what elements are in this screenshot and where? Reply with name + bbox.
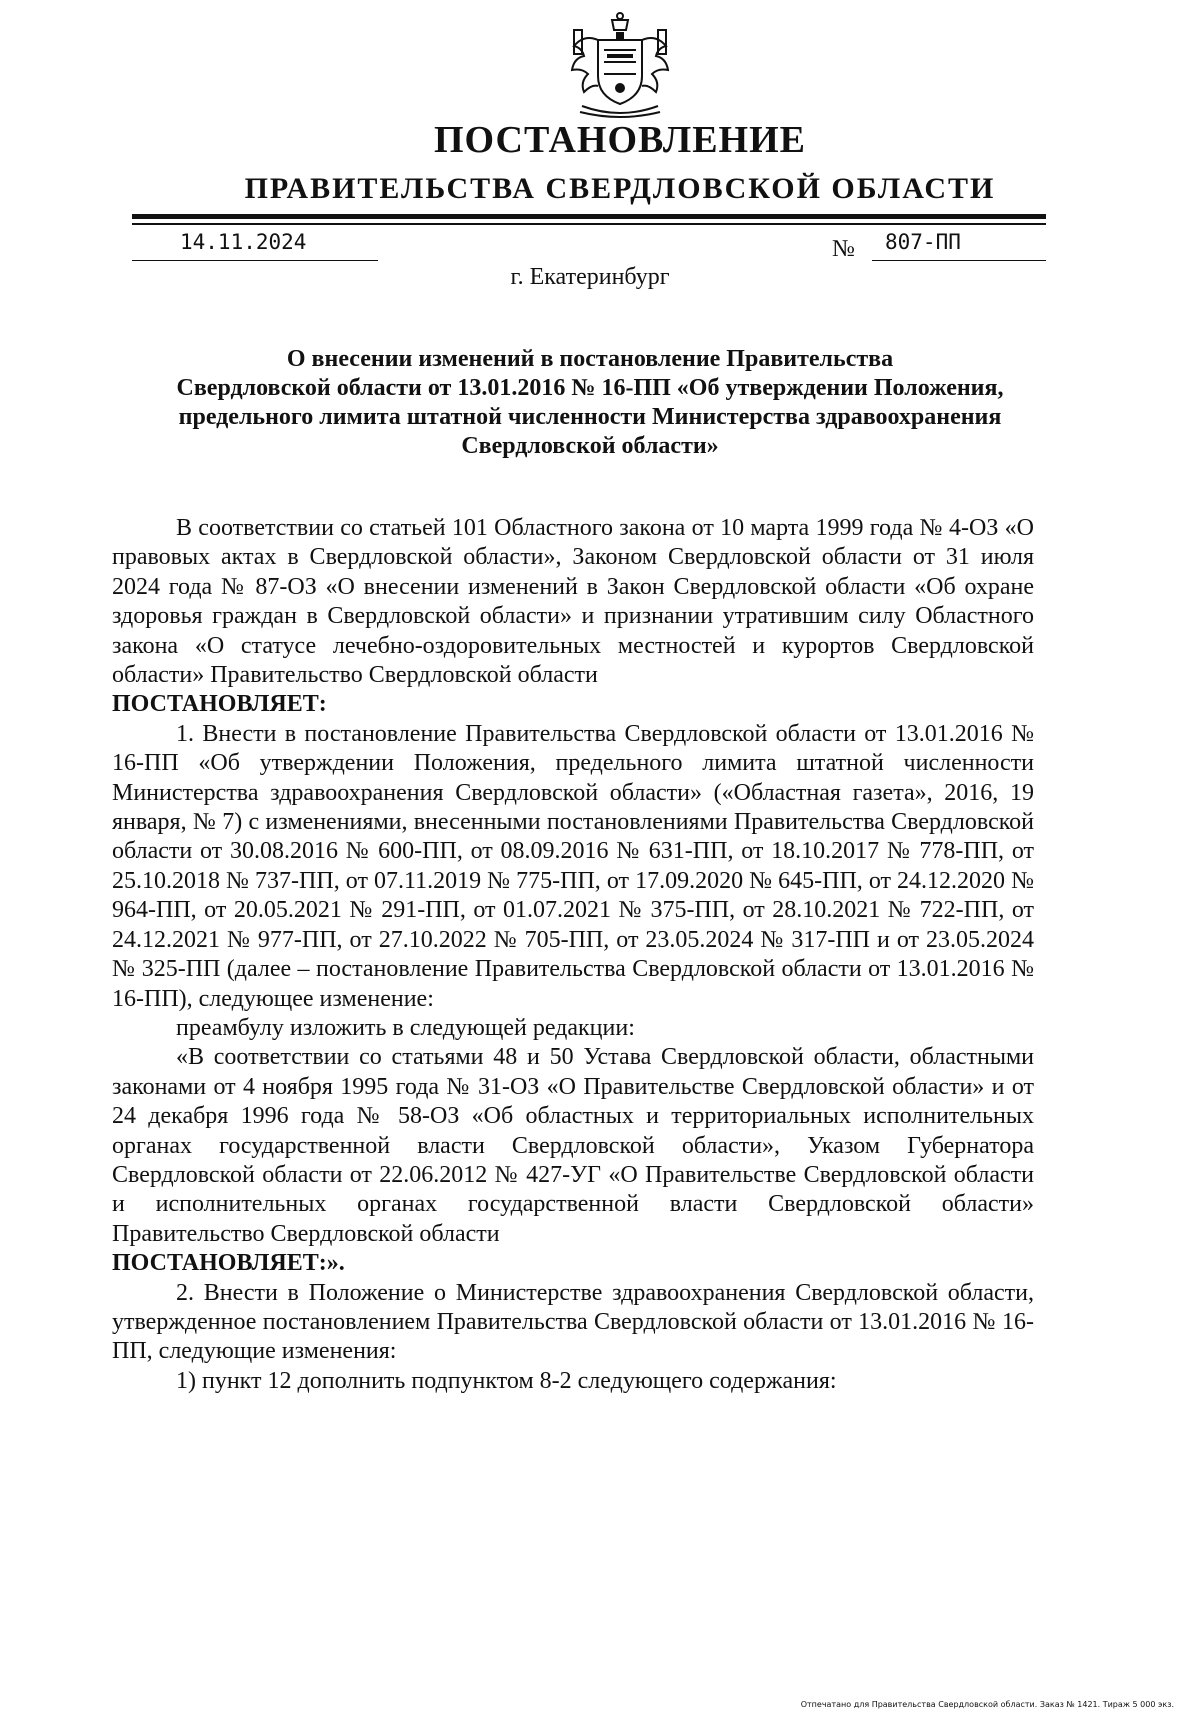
document-type-title: ПОСТАНОВЛЕНИЕ — [433, 119, 807, 161]
heading-line: предельного лимита штатной численности Министерства здравоохранения — [178, 404, 1002, 430]
heading-line: Свердловской области» — [461, 433, 719, 459]
document-number: 807-ПП — [885, 230, 961, 254]
issue-city: г. Екатеринбург — [510, 264, 670, 290]
issuing-authority: ПРАВИТЕЛЬСТВА СВЕРДЛОВСКОЙ ОБЛАСТИ — [244, 172, 996, 205]
clause-2-paragraph: 2. Внести в Положение о Министерстве здравоохранения Свердловской области, утвержденное постановлением Правительства Свердловской области от 13.01.2016 № 16-ПП, следующие изменения: — [112, 1279, 1034, 1365]
document-body — [112, 514, 1034, 1396]
print-footer: Отпечатано для Правительства Свердловской области. Заказ № 1421. Тираж 5 000 экз. — [800, 1700, 1174, 1709]
heading-line: О внесении изменений в постановление Правительства — [286, 346, 894, 372]
date-underline — [132, 260, 378, 261]
clause-1-new-preamble: «В соответствии со статьями 48 и 50 Устава Свердловской области, областными законами от 4 ноября 1995 года № 31-ОЗ «О Правительстве Свердловской области» и от 24 декабря 1996 года № 58-ОЗ «Об областных и территориальных исполнительных органах государственной власти Свердловской области», Указом Губернатора Свердловской области от 22.06.2012 № 427-УГ «О Правительстве Свердловской области и исполнительных органах государственной власти Свердловской области» Правительство Свердловской области — [112, 1044, 1034, 1247]
number-sign: № — [832, 236, 855, 262]
resolves-keyword: ПОСТАНОВЛЯЕТ: — [112, 691, 327, 718]
heading-line: Свердловской области от 13.01.2016 № 16-ПП «Об утверждении Положения, — [176, 375, 1004, 401]
header-divider-thin — [132, 223, 1046, 225]
clause-1-instruction: преамбулу изложить в следующей редакции: — [176, 1014, 635, 1041]
number-underline — [872, 260, 1046, 261]
clause-2-subitem-1: 1) пункт 12 дополнить подпунктом 8-2 следующего содержания: — [176, 1367, 837, 1394]
preamble-paragraph: В соответствии со статьей 101 Областного закона от 10 марта 1999 года № 4-ОЗ «О правовых актах в Свердловской области», Законом Свердловской области от 31 июля 2024 года № 87-ОЗ «О внесении изменений в Закон Свердловской области «Об охране здоровья граждан в Свердловской области» и признании утратившим силу Областного закона «О статусе лечебно-оздоровительных местностей и курортов Свердловской области» Правительство Свердловской области — [112, 515, 1034, 689]
resolves-keyword-quoted: ПОСТАНОВЛЯЕТ:». — [112, 1250, 345, 1277]
document-date: 14.11.2024 — [180, 230, 307, 254]
header-divider-thick — [132, 214, 1046, 219]
document-heading — [130, 345, 1050, 461]
coat-of-arms-icon — [560, 10, 680, 122]
clause-1-paragraph: 1. Внести в постановление Правительства Свердловской области от 13.01.2016 № 16-ПП «Об утверждении Положения, предельного лимита штатной численности Министерства здравоохранения Свердловской области» («Областная газета», 2016, 19 января, № 7) с изменениями, внесенными постановлениями Правительства Свердловской области от 30.08.2016 № 600-ПП, от 08.09.2016 № 631-ПП, от 18.10.2017 № 778-ПП, от 25.10.2018 № 737-ПП, от 07.11.2019 № 775-ПП, от 17.09.2020 № 645-ПП, от 24.12.2020 № 964-ПП, от 20.05.2021 № 291-ПП, от 01.07.2021 № 375-ПП, от 28.10.2021 № 722-ПП, от 24.12.2021 № 977-ПП, от 27.10.2022 № 705-ПП, от 23.05.2024 № 317-ПП и от 23.05.2024 № 325-ПП (далее – постановление Правительства Свердловской области от 13.01.2016 № 16-ПП), следующее изменение: — [112, 720, 1034, 1012]
